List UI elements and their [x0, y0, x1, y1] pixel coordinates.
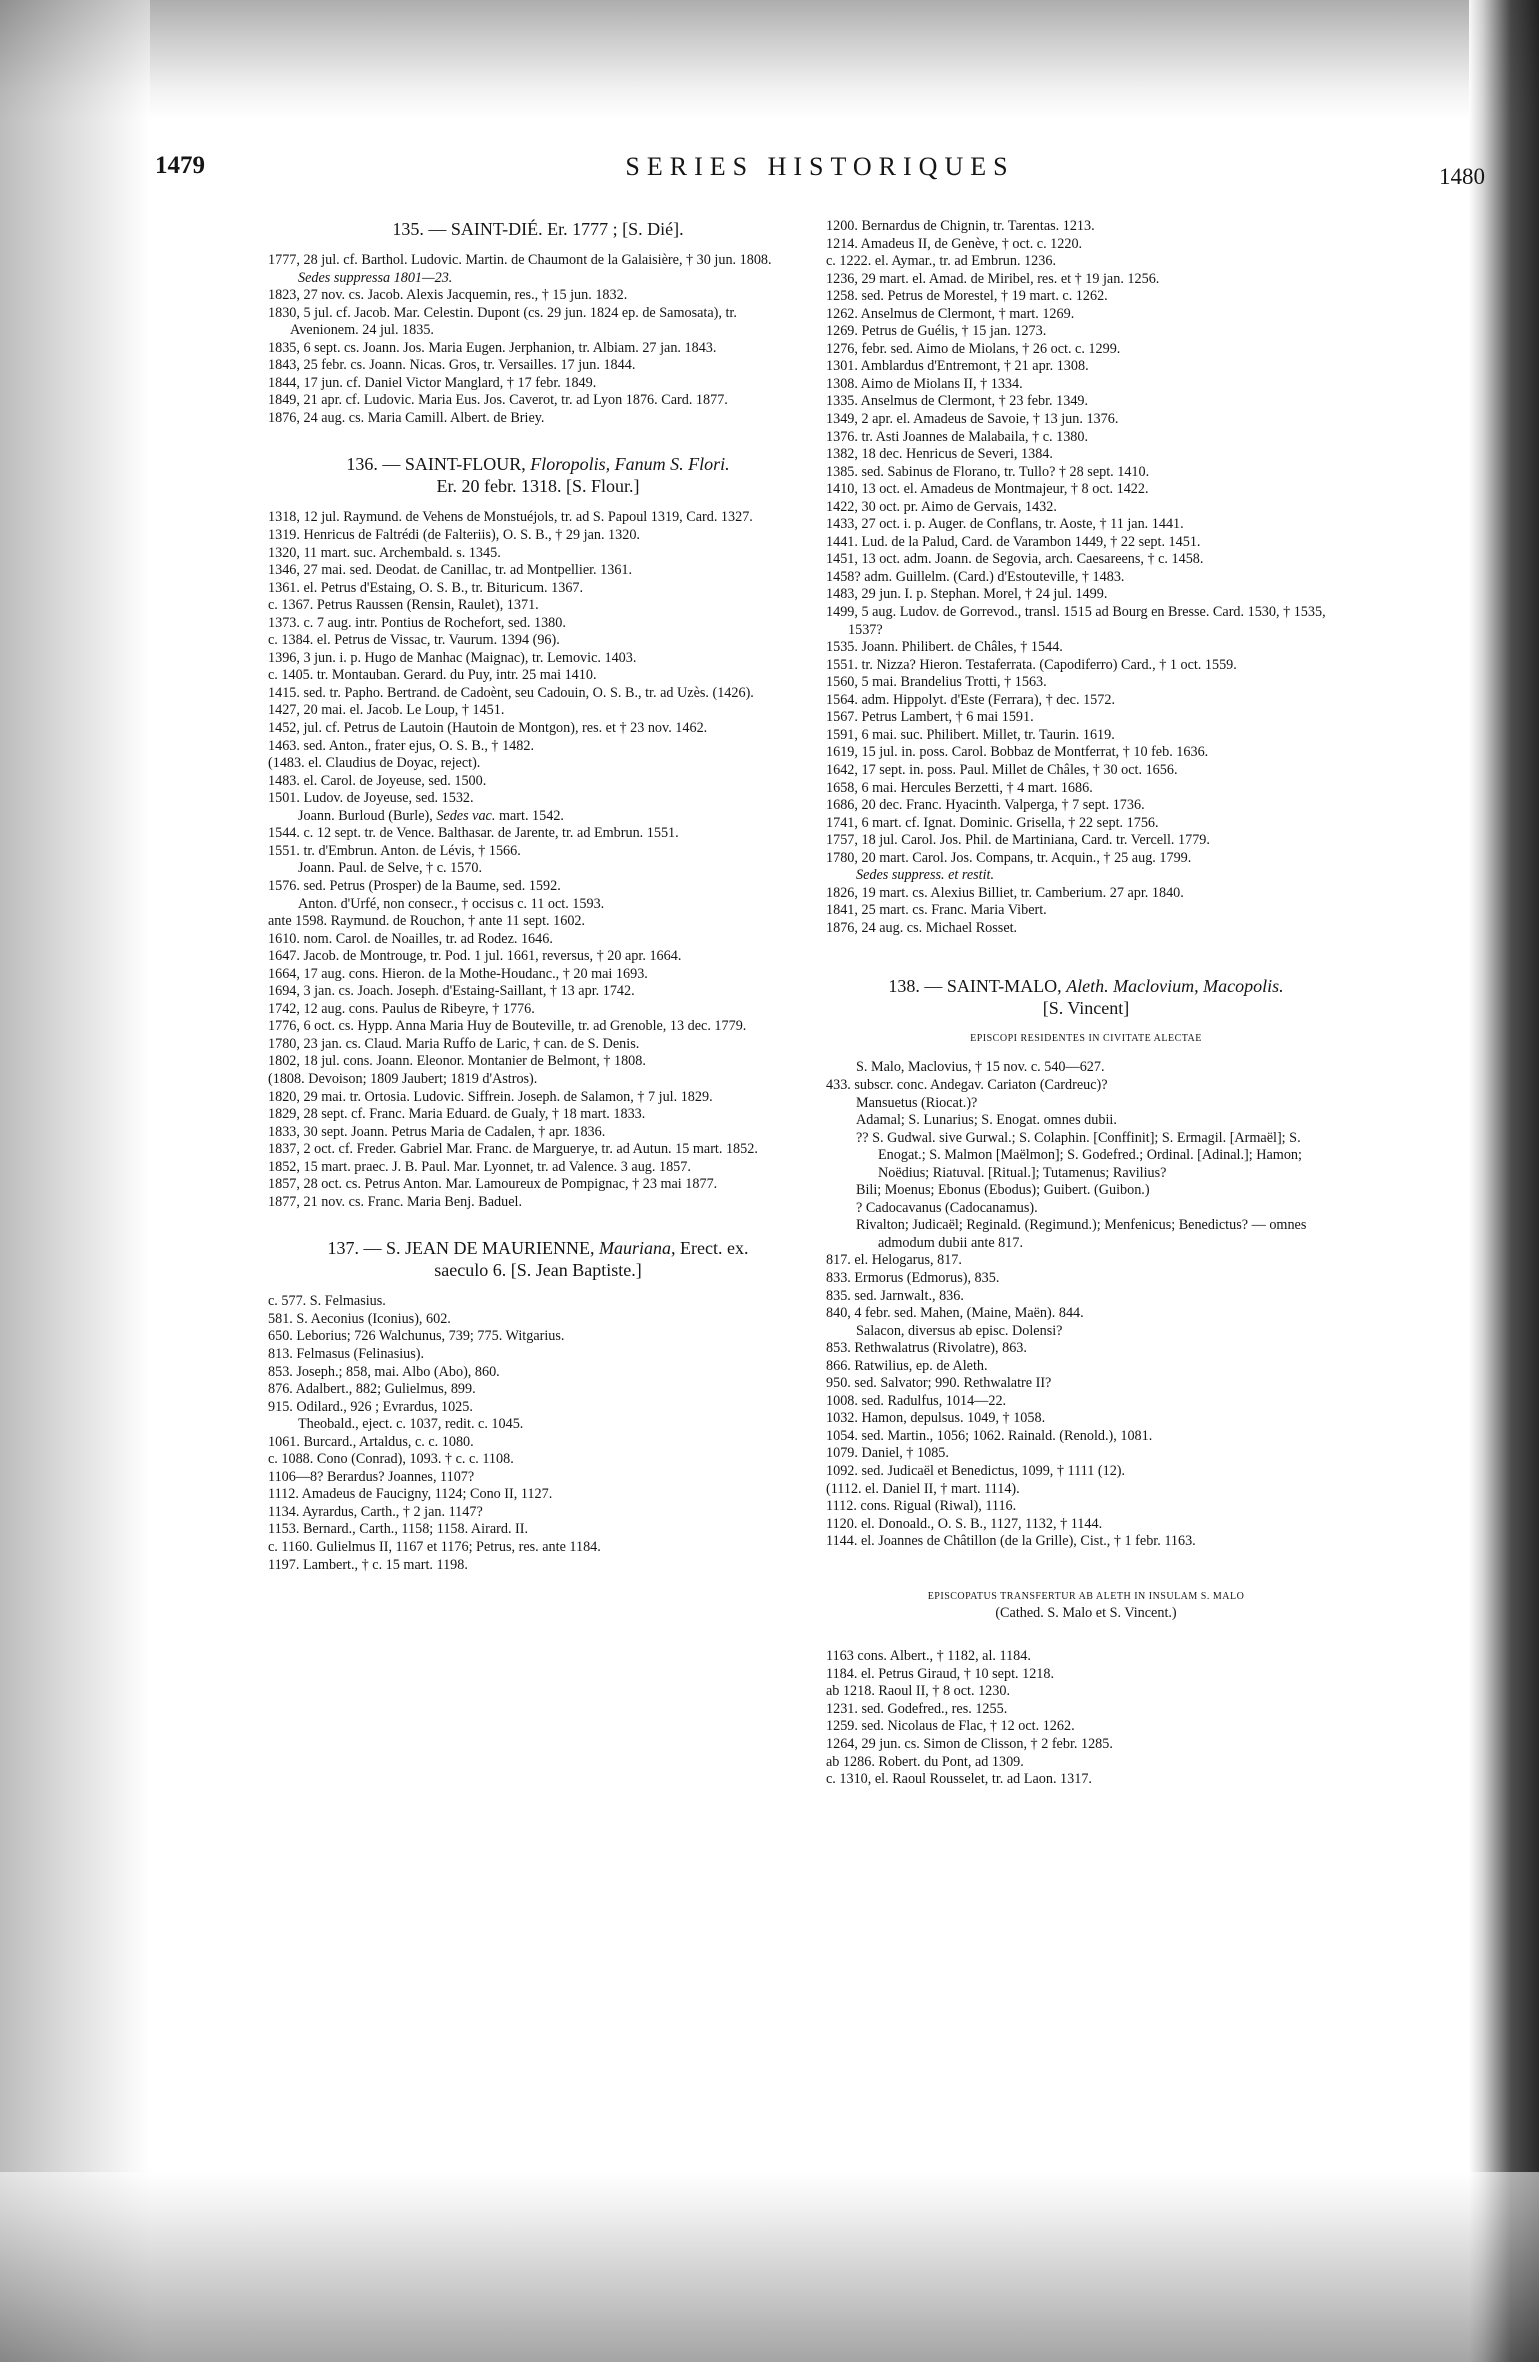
page-number-left: 1479 — [155, 152, 205, 179]
list-item: c. 1384. el. Petrus de Vissac, tr. Vaurum. 1394 (96). — [268, 632, 560, 649]
list-item: 1032. Hamon, depulsus. 1049, † 1058. — [826, 1410, 1046, 1427]
section-title-135: 135. — SAINT-DIÉ. Er. 1777 ; [S. Dié]. — [392, 219, 684, 239]
list-item: 1499, 5 aug. Ludov. de Gorrevod., transl. 1515 ad Bourg en Bresse. Card. 1530, † 1535, 1537? — [826, 604, 1326, 638]
list-item: 1591, 6 mai. suc. Philibert. Millet, tr. Taurin. 1619. — [826, 726, 1115, 743]
list-item: 1269. Petrus de Guélis, † 15 jan. 1273. — [826, 323, 1047, 340]
list-item: ante 1598. Raymund. de Rouchon, † ante 11 sept. 1602. — [268, 913, 586, 930]
list-item: 1877, 21 nov. cs. Franc. Maria Benj. Baduel. — [268, 1193, 523, 1210]
list-item: 650. Leborius; 726 Walchunus, 739; 775. Witgarius. — [268, 1328, 565, 1345]
list-item: 1876, 24 aug. cs. Maria Camill. Albert. de Briey. — [268, 409, 545, 426]
list-item: Joann. Paul. de Selve, † c. 1570. — [298, 860, 483, 877]
list-item: 1361. el. Petrus d'Estaing, O. S. B., tr. Bituricum. 1367. — [268, 579, 584, 596]
list-item: 1567. Petrus Lambert, † 6 mai 1591. — [826, 709, 1034, 726]
list-item: c. 1367. Petrus Raussen (Rensin, Raulet), 1371. — [268, 597, 539, 614]
list-item: 1319. Henricus de Faltrédi (de Falteriis), O. S. B., † 29 jan. 1320. — [268, 527, 640, 544]
list-item: 1153. Bernard., Carth., 1158; 1158. Airard. II. — [268, 1521, 529, 1538]
section-title-137-italic: Mauriana, — [599, 1238, 676, 1259]
list-item: 1833, 30 sept. Joann. Petrus Maria de Cadalen, † apr. 1836. — [268, 1123, 606, 1140]
list-item: c. 1405. tr. Montauban. Gerard. du Puy, intr. 25 mai 1410. — [268, 667, 597, 684]
scan-bottom-shadow — [0, 2172, 1539, 2362]
list-item: 1483. el. Carol. de Joyeuse, sed. 1500. — [268, 772, 487, 789]
scan-left-shadow — [0, 0, 150, 2362]
scan-right-shadow — [1469, 0, 1539, 2362]
list-item: 1382, 18 dec. Henricus de Severi, 1384. — [826, 446, 1053, 463]
list-item: 433. subscr. conc. Andegav. Cariaton (Cardreuc)? — [826, 1076, 1108, 1093]
subheading-residentes: EPISCOPI RESIDENTES IN CIVITATE ALECTAE — [970, 1033, 1202, 1045]
list-item: 1308. Aimo de Miolans II, † 1334. — [826, 375, 1023, 392]
list-item: 581. S. Aeconius (Iconius), 602. — [268, 1310, 451, 1327]
list-item: 1112. cons. Rigual (Riwal), 1116. — [826, 1498, 1017, 1515]
list-item: 1664, 17 aug. cons. Hieron. de la Mothe-Houdanc., † 20 mai 1693. — [268, 965, 648, 982]
list-item: 1214. Amadeus II, de Genève, † oct. c. 1220. — [826, 235, 1083, 252]
list-item: Mansuetus (Riocat.)? — [856, 1094, 978, 1111]
list-item: 1686, 20 dec. Franc. Hyacinth. Valperga, † 7 sept. 1736. — [826, 797, 1145, 814]
subheading-cathedral-note: (Cathed. S. Malo et S. Vincent.) — [995, 1604, 1177, 1621]
list-item: ?? S. Gudwal. sive Gurwal.; S. Colaphin. [Conffinit]; S. Ermagil. [Armaël]; S. Enogat.; S. Malmon [Maëlmon]; S. Godefred.; Ordinal. [Adinal.]; Hamon; Noëdius; Riatuval. [Ritual.]; Tutamenus; Ravilius? — [856, 1129, 1302, 1181]
list-item: 1780, 23 jan. cs. Claud. Maria Ruffo de Laric, † can. de S. Denis. — [268, 1035, 640, 1052]
list-item: 1610. nom. Carol. de Noailles, tr. ad Rodez. 1646. — [268, 930, 553, 947]
list-item: S. Malo, Maclovius, † 15 nov. c. 540—627. — [856, 1059, 1105, 1076]
list-item: 1857, 28 oct. cs. Petrus Anton. Mar. Lamoureux de Pompignac, † 23 mai 1877. — [268, 1176, 718, 1193]
left-column — [268, 218, 808, 1574]
list-item: 1777, 28 jul. cf. Barthol. Ludovic. Martin. de Chaumont de la Galaisière, † 30 jun. 1808. — [268, 252, 772, 268]
list-item: Anton. d'Urfé, non consecr., † occisus c. 11 oct. 1593. — [298, 895, 605, 912]
list-item: 1830, 5 jul. cf. Jacob. Mar. Celestin. Dupont (cs. 29 jun. 1824 ep. de Samosata), tr. Avenionem. 24 jul. 1835. — [268, 304, 737, 339]
list-item: 1433, 27 oct. i. p. Auger. de Conflans, tr. Aoste, † 11 jan. 1441. — [826, 516, 1184, 533]
section-title-137 — [268, 1237, 808, 1259]
list-item: 1802, 18 jul. cons. Joann. Eleonor. Montanier de Belmont, † 1808. — [268, 1053, 646, 1070]
list-item: 1134. Ayrardus, Carth., † 2 jan. 1147? — [268, 1503, 483, 1520]
list-item: 1576. sed. Petrus (Prosper) de la Baume, sed. 1592. — [268, 877, 561, 894]
list-item: 1441. Lud. de la Palud, Card. de Varambon 1449, † 22 sept. 1451. — [826, 533, 1201, 550]
list-item: 1535. Joann. Philibert. de Châles, † 1544. — [826, 639, 1063, 656]
list-item: 1835, 6 sept. cs. Joann. Jos. Maria Eugen. Jerphanion, tr. Albiam. 27 jan. 1843. — [268, 339, 717, 356]
list-item — [268, 808, 808, 826]
list-item: 1780, 20 mart. Carol. Jos. Compans, tr. Acquin., † 25 aug. 1799. — [826, 849, 1192, 866]
list-item: 1264, 29 jun. cs. Simon de Clisson, † 2 febr. 1285. — [826, 1736, 1113, 1753]
list-item: 1619, 15 jul. in. poss. Carol. Bobbaz de Montferrat, † 10 feb. 1636. — [826, 744, 1209, 761]
list-item: c. 1088. Cono (Conrad), 1093. † c. c. 1108. — [268, 1451, 514, 1468]
list-item: 915. Odilard., 926 ; Evrardus, 1025. — [268, 1398, 473, 1415]
list-item: 1335. Anselmus de Clermont, † 23 febr. 1349. — [826, 393, 1089, 410]
list-item: 1346, 27 mai. sed. Deodat. de Canillac, tr. ad Montpellier. 1361. — [268, 562, 633, 579]
section-title-138-italic: Aleth. Maclovium, Macopolis. — [1066, 976, 1284, 997]
list-item: 1757, 18 jul. Carol. Jos. Phil. de Martiniana, Card. tr. Vercell. 1779. — [826, 832, 1210, 849]
section-title-136-italic: Floropolis, Fanum S. Flori. — [530, 454, 730, 475]
running-header — [155, 152, 1485, 192]
list-item: 1826, 19 mart. cs. Alexius Billiet, tr. Camberium. 27 apr. 1840. — [826, 884, 1184, 901]
list-item: 1820, 29 mai. tr. Ortosia. Ludovic. Siffrein. Joseph. de Salamon, † 7 jul. 1829. — [268, 1088, 713, 1105]
list-item: 1258. sed. Petrus de Morestel, † 19 mart. c. 1262. — [826, 288, 1108, 305]
list-item: 1849, 21 apr. cf. Ludovic. Maria Eus. Jos. Caverot, tr. ad Lyon 1876. Card. 1877. — [268, 392, 728, 409]
list-item: 1427, 20 mai. el. Jacob. Le Loup, † 1451. — [268, 702, 505, 719]
list-item: 1415. sed. tr. Papho. Bertrand. de Cadoènt, seu Cadouin, O. S. B., tr. ad Uzès. (1426). — [268, 684, 754, 701]
section-title-137-tail: Erect. ex. — [680, 1238, 749, 1259]
list-item: Theobald., eject. c. 1037, redit. c. 1045. — [298, 1416, 524, 1433]
list-item: 1259. sed. Nicolaus de Flac, † 12 oct. 1262. — [826, 1718, 1075, 1735]
list-item: 1843, 25 febr. cs. Joann. Nicas. Gros, tr. Versailles. 17 jun. 1844. — [268, 357, 636, 374]
list-item: 1551. tr. d'Embrun. Anton. de Lévis, † 1566. — [268, 842, 521, 859]
list-item: 1112. Amadeus de Faucigny, 1124; Cono II, 1127. — [268, 1486, 553, 1503]
list-item: Rivalton; Judicaël; Reginald. (Regimund.); Menfenicus; Benedictus? — omnes admodum dubii ante 817. — [856, 1217, 1307, 1251]
list-item: 1837, 2 oct. cf. Freder. Gabriel Mar. Franc. de Marguerye, tr. ad Autun. 15 mart. 1852. — [268, 1141, 758, 1158]
list-item: 835. sed. Jarnwalt., 836. — [826, 1287, 964, 1304]
list-item: 1106—8? Berardus? Joannes, 1107? — [268, 1468, 475, 1485]
list-item: 1742, 12 aug. cons. Paulus de Ribeyre, † 1776. — [268, 1000, 535, 1017]
list-item: c. 1160. Gulielmus II, 1167 et 1176; Petrus, res. ante 1184. — [268, 1539, 601, 1555]
list-item: 1276, febr. sed. Aimo de Miolans, † 26 oct. c. 1299. — [826, 340, 1121, 357]
list-item: 1008. sed. Radulfus, 1014—22. — [826, 1392, 1007, 1409]
list-item: 1544. c. 12 sept. tr. de Vence. Balthasar. de Jarente, tr. ad Embrun. 1551. — [268, 825, 679, 842]
list-item: 1144. el. Joannes de Châtillon (de la Grille), Cist., † 1 febr. 1163. — [826, 1533, 1196, 1550]
list-item: 1410, 13 oct. el. Amadeus de Montmajeur, † 8 oct. 1422. — [826, 481, 1149, 498]
list-item: 813. Felmasus (Felinasius). — [268, 1345, 425, 1362]
list-item: 1823, 27 nov. cs. Jacob. Alexis Jacquemin, res., † 15 jun. 1832. — [268, 287, 628, 304]
list-item: 1483, 29 jun. I. p. Stephan. Morel, † 24 jul. 1499. — [826, 586, 1108, 603]
list-item: 817. el. Helogarus, 817. — [826, 1252, 962, 1269]
list-item: 1776, 6 oct. cs. Hypp. Anna Maria Huy de Bouteville, tr. ad Grenoble, 13 dec. 1779. — [268, 1018, 747, 1035]
section-title-138 — [826, 975, 1346, 997]
list-item: c. 1222. el. Aymar., tr. ad Embrun. 1236. — [826, 253, 1056, 270]
list-item: (1808. Devoison; 1809 Jaubert; 1819 d'Astros). — [268, 1070, 538, 1087]
list-item: 1376. tr. Asti Joannes de Malabaila, † c. 1380. — [826, 428, 1089, 445]
list-item: Adamal; S. Lunarius; S. Enogat. omnes dubii. — [856, 1112, 1117, 1129]
list-item: 950. sed. Salvator; 990. Rethwalatre II? — [826, 1375, 1052, 1392]
burloud-date: mart. 1542. — [498, 807, 564, 824]
section-title-138-main: 138. — SAINT-MALO, — [888, 976, 1062, 997]
list-item: c. 577. S. Felmasius. — [268, 1293, 386, 1310]
list-item: 1396, 3 jun. i. p. Hugo de Manhac (Maignac), tr. Lemovic. 1403. — [268, 649, 637, 666]
burloud-name: Joann. Burloud (Burle), — [298, 807, 433, 824]
list-item: 1079. Daniel, † 1085. — [826, 1445, 949, 1462]
list-item: 1236, 29 mart. el. Amad. de Miribel, res. et † 19 jan. 1256. — [826, 270, 1160, 287]
section-title-137-line2: saeculo 6. [S. Jean Baptiste.] — [434, 1260, 642, 1281]
list-item: 1463. sed. Anton., frater ejus, O. S. B., † 1482. — [268, 737, 534, 754]
list-item: ab 1218. Raoul II, † 8 oct. 1230. — [826, 1683, 1011, 1700]
list-item: 866. Ratwilius, ep. de Aleth. — [826, 1357, 988, 1374]
list-item: 1262. Anselmus de Clermont, † mart. 1269. — [826, 305, 1075, 322]
list-item: 1373. c. 7 aug. intr. Pontius de Rochefort, sed. 1380. — [268, 614, 566, 631]
section-title-138-line2: [S. Vincent] — [1042, 998, 1130, 1019]
list-item: 853. Rethwalatrus (Rivolatre), 863. — [826, 1340, 1027, 1357]
list-item: 1301. Amblardus d'Entremont, † 21 apr. 1308. — [826, 358, 1089, 375]
list-item: 1120. el. Donoald., O. S. B., 1127, 1132, † 1144. — [826, 1515, 1103, 1532]
list-item: 1385. sed. Sabinus de Florano, tr. Tullo? † 28 sept. 1410. — [826, 463, 1150, 480]
list-item: 1876, 24 aug. cs. Michael Rosset. — [826, 919, 1018, 936]
list-item: 1852, 15 mart. praec. J. B. Paul. Mar. Lyonnet, tr. ad Valence. 3 aug. 1857. — [268, 1158, 691, 1175]
list-item: 1200. Bernardus de Chignin, tr. Tarentas. 1213. — [826, 218, 1095, 234]
section-title-137-main: 137. — S. JEAN DE MAURIENNE, — [327, 1238, 595, 1259]
list-item: 876. Adalbert., 882; Gulielmus, 899. — [268, 1381, 476, 1398]
list-item: Sedes suppress. et restit. — [856, 867, 995, 884]
list-item: 1844, 17 jun. cf. Daniel Victor Manglard, † 17 febr. 1849. — [268, 374, 597, 391]
section-title-136-line2: Er. 20 febr. 1318. [S. Flour.] — [436, 476, 640, 497]
page-number-right: 1480 — [1439, 164, 1485, 189]
list-item: 1642, 17 sept. in. poss. Paul. Millet de Châles, † 30 oct. 1656. — [826, 761, 1178, 778]
list-item: (1112. el. Daniel II, † mart. 1114). — [826, 1480, 1020, 1497]
list-item: 1560, 5 mai. Brandelius Trotti, † 1563. — [826, 674, 1047, 691]
list-item: 1741, 6 mart. cf. Ignat. Dominic. Grisella, † 22 sept. 1756. — [826, 814, 1159, 831]
list-item: 840, 4 febr. sed. Mahen, (Maine, Maën). 844. — [826, 1305, 1084, 1322]
list-item: Bili; Moenus; Ebonus (Ebodus); Guibert. (Guibon.) — [856, 1182, 1150, 1199]
list-item: 1458? adm. Guillelm. (Card.) d'Estouteville, † 1483. — [826, 568, 1125, 585]
list-item: Salacon, diversus ab episc. Dolensi? — [856, 1322, 1063, 1339]
list-item: 853. Joseph.; 858, mai. Albo (Abo), 860. — [268, 1363, 500, 1380]
list-item: 1318, 12 jul. Raymund. de Vehens de Monstuéjols, tr. ad S. Papoul 1319, Card. 1327. — [268, 509, 753, 526]
running-title: SERIES HISTORIQUES — [625, 152, 1015, 181]
list-item: 1451, 13 oct. adm. Joann. de Segovia, arch. Caesareens, † c. 1458. — [826, 551, 1204, 568]
list-item: 1501. Ludov. de Joyeuse, sed. 1532. — [268, 790, 474, 807]
list-item: 1197. Lambert., † c. 15 mart. 1198. — [268, 1556, 468, 1573]
subheading-transfertur: EPISCOPATUS TRANSFERTUR AB ALETH IN INSULAM S. MALO — [927, 1590, 1245, 1602]
list-item: 1054. sed. Martin., 1056; 1062. Rainald. (Renold.), 1081. — [826, 1427, 1153, 1444]
list-item: ? Cadocavanus (Cadocanamus). — [856, 1199, 1038, 1216]
list-item: 1422, 30 oct. pr. Aimo de Gervais, 1432. — [826, 498, 1057, 515]
list-item: 1349, 2 apr. el. Amadeus de Savoie, † 13 jun. 1376. — [826, 411, 1119, 428]
list-item: 1184. el. Petrus Giraud, † 10 sept. 1218. — [826, 1665, 1055, 1682]
list-item: 1841, 25 mart. cs. Franc. Maria Vibert. — [826, 902, 1047, 919]
list-item: (1483. el. Claudius de Doyac, reject). — [268, 755, 481, 772]
right-column — [826, 218, 1346, 1789]
list-item: 1647. Jacob. de Montrouge, tr. Pod. 1 jul. 1661, reversus, † 20 apr. 1664. — [268, 948, 682, 965]
list-item: 1694, 3 jan. cs. Joach. Joseph. d'Estaing-Saillant, † 13 apr. 1742. — [268, 983, 635, 1000]
list-item: 1829, 28 sept. cf. Franc. Maria Eduard. de Gualy, † 18 mart. 1833. — [268, 1106, 646, 1123]
list-item: 1061. Burcard., Artaldus, c. c. 1080. — [268, 1433, 474, 1450]
list-item: 833. Ermorus (Edmorus), 835. — [826, 1269, 1000, 1286]
list-item: 1163 cons. Albert., † 1182, al. 1184. — [826, 1648, 1031, 1665]
list-item: 1231. sed. Godefred., res. 1255. — [826, 1700, 1008, 1717]
list-item: 1564. adm. Hippolyt. d'Este (Ferrara), † dec. 1572. — [826, 691, 1115, 708]
list-item: 1551. tr. Nizza? Hieron. Testaferrata. (Capodiferro) Card., † 1 oct. 1559. — [826, 656, 1237, 673]
list-item: 1320, 11 mart. suc. Archembald. s. 1345. — [268, 544, 501, 561]
list-item: ab 1286. Robert. du Pont, ad 1309. — [826, 1753, 1024, 1770]
list-item: c. 1310, el. Raoul Rousselet, tr. ad Laon. 1317. — [826, 1771, 1092, 1788]
section-title-136-main: 136. — SAINT-FLOUR, — [346, 454, 526, 475]
scan-top-shadow — [0, 0, 1539, 120]
list-item: 1658, 6 mai. Hercules Berzetti, † 4 mart. 1686. — [826, 779, 1093, 796]
list-item: Sedes suppressa 1801—23. — [298, 269, 453, 286]
section-title-136 — [268, 453, 808, 475]
sedes-vac-note: Sedes vac. — [436, 807, 496, 824]
list-item: 1092. sed. Judicaël et Benedictus, 1099, † 1111 (12). — [826, 1463, 1126, 1479]
list-item: 1452, jul. cf. Petrus de Lautoin (Hautoin de Montgon), res. et † 23 nov. 1462. — [268, 720, 708, 737]
